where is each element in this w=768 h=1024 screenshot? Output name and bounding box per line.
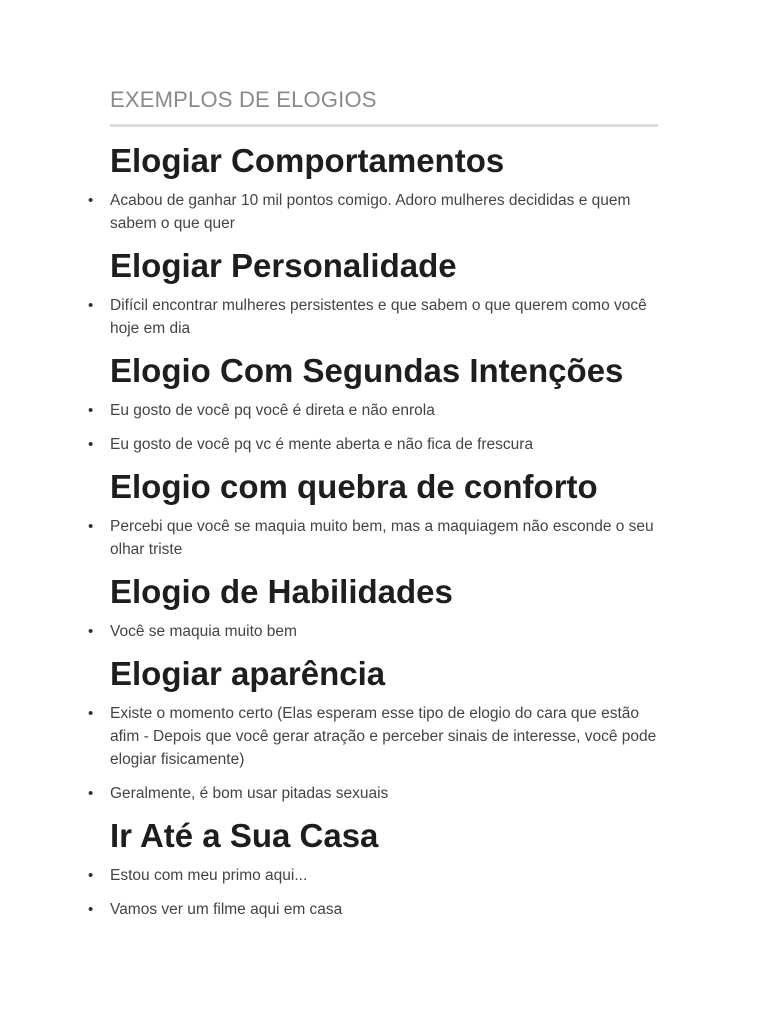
bullet-icon: • bbox=[88, 623, 94, 640]
section-elogiar-personalidade bbox=[88, 246, 658, 340]
list-item bbox=[88, 620, 658, 643]
bullet-icon: • bbox=[88, 436, 94, 453]
list-item bbox=[88, 898, 658, 921]
section-ir-ate-a-sua-casa bbox=[88, 816, 658, 921]
bullet-list bbox=[88, 294, 658, 340]
section-heading: Elogiar aparência bbox=[110, 655, 386, 692]
section-heading: Ir Até a Sua Casa bbox=[110, 817, 379, 854]
title-divider bbox=[110, 124, 658, 127]
section-elogio-com-quebra-de-conforto bbox=[88, 467, 658, 561]
bullet-icon: • bbox=[88, 192, 94, 209]
list-item-text: Vamos ver um filme aqui em casa bbox=[110, 901, 343, 918]
bullet-icon: • bbox=[88, 705, 94, 722]
bullet-list bbox=[88, 702, 658, 805]
bullet-icon: • bbox=[88, 297, 94, 314]
bullet-icon: • bbox=[88, 901, 94, 918]
list-item-text: Estou com meu primo aqui... bbox=[110, 867, 308, 884]
bullet-list bbox=[88, 399, 658, 456]
list-item bbox=[88, 864, 658, 887]
bullet-icon: • bbox=[88, 518, 94, 535]
section-heading: Elogiar Personalidade bbox=[110, 247, 457, 284]
section-heading: Elogiar Comportamentos bbox=[110, 142, 505, 179]
list-item bbox=[88, 515, 658, 561]
list-item-text: Você se maquia muito bem bbox=[110, 623, 297, 640]
section-elogio-de-habilidades bbox=[88, 572, 658, 643]
bullet-list bbox=[88, 189, 658, 235]
document-title: EXEMPLOS DE ELOGIOS bbox=[110, 87, 377, 112]
bullet-list bbox=[88, 864, 658, 921]
list-item bbox=[88, 189, 658, 235]
bullet-list bbox=[88, 515, 658, 561]
list-item-text: Existe o momento certo (Elas esperam esse tipo de elogio do cara que estão afim - Depois que você gerar atração e perceber sinais de interesse, você pode elogiar fisicamente) bbox=[110, 705, 657, 768]
section-elogiar-comportamentos bbox=[88, 141, 658, 235]
list-item-text: Acabou de ganhar 10 mil pontos comigo. Adoro mulheres decididas e quem sabem o que quer bbox=[110, 192, 631, 232]
list-item bbox=[88, 702, 658, 771]
section-heading: Elogio de Habilidades bbox=[110, 573, 453, 610]
document-page bbox=[88, 86, 658, 932]
section-heading: Elogio Com Segundas Intenções bbox=[110, 352, 624, 389]
list-item bbox=[88, 782, 658, 805]
list-item bbox=[88, 433, 658, 456]
bullet-list bbox=[88, 620, 658, 643]
section-elogiar-aparencia bbox=[88, 654, 658, 805]
section-heading: Elogio com quebra de conforto bbox=[110, 468, 598, 505]
bullet-icon: • bbox=[88, 867, 94, 884]
list-item-text: Percebi que você se maquia muito bem, mas a maquiagem não esconde o seu olhar triste bbox=[110, 518, 654, 558]
list-item bbox=[88, 294, 658, 340]
bullet-icon: • bbox=[88, 402, 94, 419]
list-item-text: Eu gosto de você pq você é direta e não enrola bbox=[110, 402, 435, 419]
list-item-text: Difícil encontrar mulheres persistentes e que sabem o que querem como você hoje em dia bbox=[110, 297, 647, 337]
section-elogio-com-segundas-intencoes bbox=[88, 351, 658, 456]
list-item bbox=[88, 399, 658, 422]
list-item-text: Eu gosto de você pq vc é mente aberta e não fica de frescura bbox=[110, 436, 534, 453]
bullet-icon: • bbox=[88, 785, 94, 802]
list-item-text: Geralmente, é bom usar pitadas sexuais bbox=[110, 785, 389, 802]
